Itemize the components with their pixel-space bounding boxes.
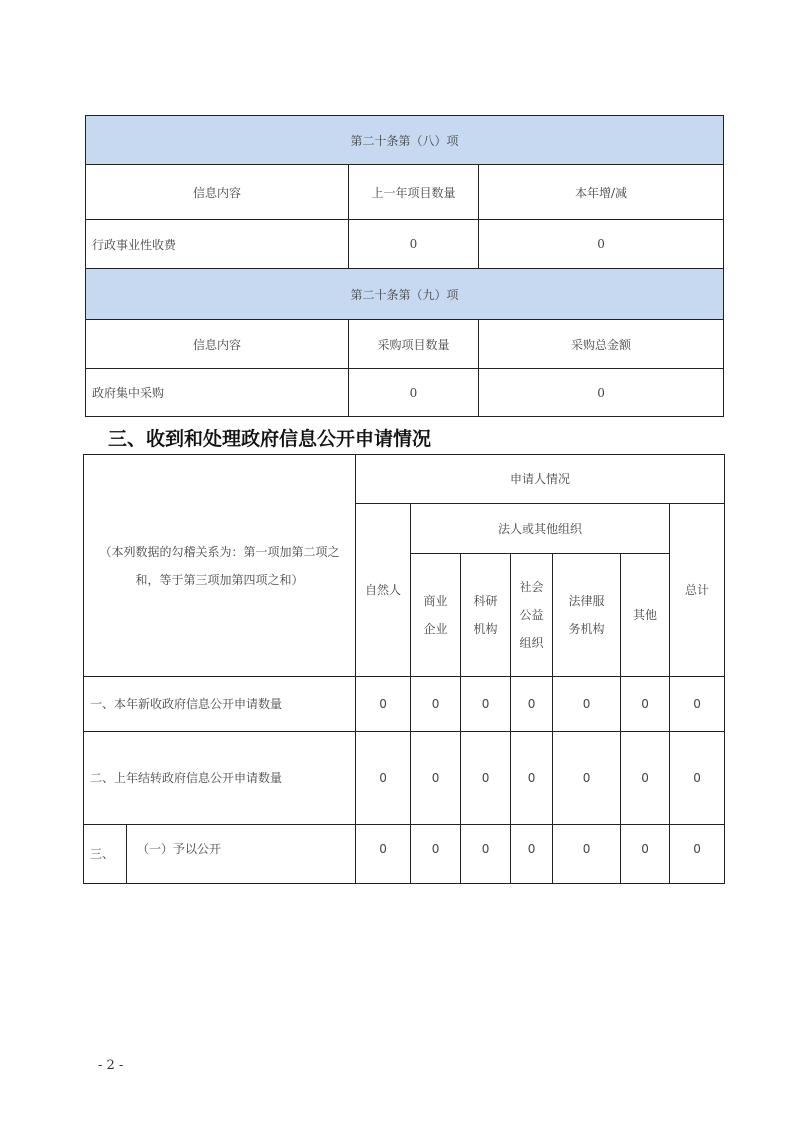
cell-value: 0 <box>411 732 461 825</box>
disclosure-table-top <box>85 115 724 417</box>
sub-column-header: 科研机构 <box>461 554 511 677</box>
sub-column-header: 社会公益组织 <box>511 554 553 677</box>
cell-value: 0 <box>356 825 411 884</box>
cell-value: 0 <box>411 677 461 732</box>
page-number: - 2 - <box>98 1058 124 1073</box>
table-row <box>84 677 725 732</box>
table-row <box>84 825 725 884</box>
sub-column-header: 其他 <box>621 554 670 677</box>
row-label: 政府集中采购 <box>86 369 349 417</box>
legal-group-header: 法人或其他组织 <box>411 504 670 554</box>
cell-value: 0 <box>461 732 511 825</box>
cell-value: 0 <box>670 677 725 732</box>
applicant-header: 申请人情况 <box>356 455 725 504</box>
table-row <box>84 732 725 825</box>
cell-value: 0 <box>621 677 670 732</box>
column-header: 信息内容 <box>86 165 349 220</box>
sub-column-header: 法律服务机构 <box>553 554 621 677</box>
cell-value: 0 <box>511 677 553 732</box>
cell-value: 0 <box>461 825 511 884</box>
column-header: 上一年项目数量 <box>349 165 479 220</box>
column-header: 采购总金额 <box>479 320 724 369</box>
cell-value: 0 <box>349 220 479 269</box>
row-label: （一）予以公开 <box>127 825 356 884</box>
cell-value: 0 <box>461 677 511 732</box>
column-header: 采购项目数量 <box>349 320 479 369</box>
applications-table <box>83 454 725 884</box>
row-group-label: 三、 <box>84 825 127 884</box>
cell-value: 0 <box>411 825 461 884</box>
cell-value: 0 <box>553 677 621 732</box>
cell-value: 0 <box>621 825 670 884</box>
section-title: 第二十条第（九）项 <box>86 269 724 320</box>
total-header: 总计 <box>670 504 725 677</box>
cell-value: 0 <box>479 220 724 269</box>
natural-person-header: 自然人 <box>356 504 411 677</box>
row-label: 二、上年结转政府信息公开申请数量 <box>84 732 356 825</box>
row-label: 行政事业性收费 <box>86 220 349 269</box>
cell-value: 0 <box>511 732 553 825</box>
cell-value: 0 <box>553 732 621 825</box>
column-header: 信息内容 <box>86 320 349 369</box>
cell-value: 0 <box>670 825 725 884</box>
section-title: 第二十条第（八）项 <box>86 116 724 165</box>
cell-value: 0 <box>479 369 724 417</box>
cell-value: 0 <box>356 677 411 732</box>
cell-value: 0 <box>670 732 725 825</box>
cell-value: 0 <box>349 369 479 417</box>
cell-value: 0 <box>356 732 411 825</box>
note-cell: （本列数据的勾稽关系为：第一项加第二项之和，等于第三项加第四项之和） <box>84 455 356 677</box>
cell-value: 0 <box>511 825 553 884</box>
row-label: 一、本年新收政府信息公开申请数量 <box>84 677 356 732</box>
section-heading: 三、收到和处理政府信息公开申请情况 <box>108 428 432 450</box>
column-header: 本年增/减 <box>479 165 724 220</box>
sub-column-header: 商业企业 <box>411 554 461 677</box>
cell-value: 0 <box>553 825 621 884</box>
cell-value: 0 <box>621 732 670 825</box>
